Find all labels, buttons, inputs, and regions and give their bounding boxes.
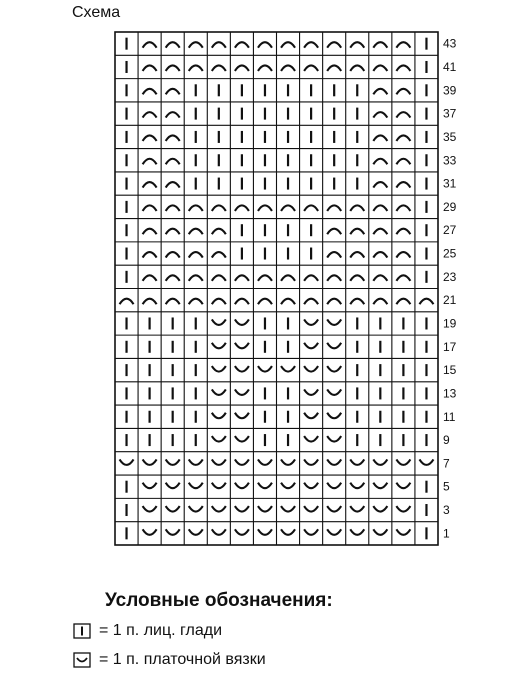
garter-stitch [212, 506, 226, 511]
purl-stitch [189, 299, 203, 305]
garter-stitch [143, 459, 157, 465]
purl-stitch [143, 299, 157, 305]
garter-stitch [396, 529, 410, 535]
purl-stitch [396, 299, 410, 305]
purl-stitch [258, 205, 272, 211]
purl-stitch [373, 275, 387, 281]
garter-stitch [189, 529, 203, 535]
row-number-label: 3 [443, 503, 450, 518]
garter-stitch [166, 529, 180, 535]
garter-stitch [373, 506, 387, 511]
row-number-label: 15 [443, 363, 457, 378]
purl-stitch [327, 275, 341, 281]
garter-stitch [235, 529, 249, 535]
chart-title: Схема [72, 4, 121, 21]
row-number-label: 27 [443, 223, 457, 238]
purl-stitch [396, 159, 410, 165]
purl-stitch [189, 229, 203, 235]
purl-stitch [373, 159, 387, 165]
garter-stitch [212, 529, 226, 535]
purl-stitch [373, 112, 387, 118]
purl-stitch [373, 299, 387, 305]
purl-stitch [166, 89, 180, 95]
row-number-label: 1 [443, 526, 450, 541]
garter-stitch [235, 413, 249, 419]
purl-stitch [373, 205, 387, 211]
row-number-label: 37 [443, 106, 457, 121]
purl-stitch [189, 275, 203, 281]
garter-stitch [258, 366, 272, 372]
garter-icon [73, 652, 91, 668]
purl-stitch [327, 205, 341, 211]
garter-stitch [396, 506, 410, 511]
garter-stitch [235, 389, 249, 395]
purl-stitch [373, 182, 387, 188]
garter-stitch [373, 459, 387, 465]
garter-stitch [143, 483, 157, 489]
legend-text-knit: = 1 п. лиц. глади [99, 622, 223, 639]
purl-stitch [166, 252, 180, 258]
garter-stitch [258, 529, 272, 535]
garter-stitch [304, 506, 318, 511]
purl-stitch [258, 65, 272, 71]
row-number-label: 41 [443, 59, 457, 74]
purl-stitch [189, 65, 203, 71]
purl-stitch [235, 275, 249, 281]
garter-stitch [143, 506, 157, 511]
purl-stitch [212, 299, 226, 305]
purl-stitch [419, 299, 433, 305]
garter-stitch [327, 483, 341, 489]
purl-stitch [189, 205, 203, 211]
legend-item-knit [73, 622, 222, 640]
purl-stitch [235, 42, 249, 48]
garter-stitch [304, 459, 318, 465]
purl-stitch [396, 252, 410, 258]
legend-text-garter: = 1 п. платочной вязки [99, 651, 266, 668]
row-number-label: 23 [443, 269, 457, 284]
purl-stitch [166, 159, 180, 165]
purl-stitch [396, 275, 410, 281]
garter-stitch [258, 459, 272, 465]
garter-stitch [212, 436, 226, 442]
purl-stitch [350, 229, 364, 235]
garter-stitch [166, 483, 180, 489]
purl-stitch [373, 65, 387, 71]
purl-stitch [212, 65, 226, 71]
purl-stitch [143, 112, 157, 118]
garter-stitch [212, 483, 226, 489]
purl-stitch [143, 135, 157, 141]
garter-stitch [419, 459, 433, 465]
purl-stitch [189, 42, 203, 48]
purl-stitch [396, 135, 410, 141]
purl-stitch [258, 275, 272, 281]
garter-stitch [281, 366, 295, 372]
purl-stitch [235, 299, 249, 305]
garter-stitch [327, 343, 341, 349]
garter-stitch [189, 459, 203, 465]
row-number-label: 7 [443, 456, 450, 471]
row-number-label: 33 [443, 153, 457, 168]
garter-stitch [235, 483, 249, 489]
row-number-label: 13 [443, 386, 457, 401]
purl-stitch [166, 182, 180, 188]
garter-stitch [212, 343, 226, 349]
purl-stitch [281, 65, 295, 71]
purl-stitch [373, 252, 387, 258]
garter-stitch [235, 319, 249, 325]
purl-stitch [396, 65, 410, 71]
garter-stitch [235, 459, 249, 465]
garter-stitch [350, 459, 364, 465]
garter-stitch [304, 389, 318, 395]
purl-stitch [350, 299, 364, 305]
purl-stitch [166, 135, 180, 141]
garter-stitch [166, 459, 180, 465]
purl-stitch [350, 205, 364, 211]
purl-stitch [396, 229, 410, 235]
purl-stitch [212, 252, 226, 258]
garter-stitch [235, 506, 249, 511]
purl-stitch [143, 205, 157, 211]
garter-stitch [281, 529, 295, 535]
purl-stitch [120, 299, 134, 305]
purl-stitch [350, 65, 364, 71]
purl-stitch [350, 275, 364, 281]
purl-stitch [327, 42, 341, 48]
row-number-label: 29 [443, 199, 457, 214]
garter-stitch [304, 529, 318, 535]
row-number-label: 17 [443, 339, 457, 354]
purl-stitch [235, 205, 249, 211]
purl-stitch [143, 159, 157, 165]
purl-stitch [143, 65, 157, 71]
purl-stitch [281, 275, 295, 281]
garter-stitch [281, 459, 295, 465]
purl-stitch [373, 229, 387, 235]
purl-stitch [166, 42, 180, 48]
purl-stitch [373, 135, 387, 141]
purl-stitch [396, 112, 410, 118]
purl-stitch [143, 275, 157, 281]
purl-stitch [281, 299, 295, 305]
garter-stitch [212, 459, 226, 465]
row-number-label: 11 [443, 409, 456, 424]
garter-stitch [212, 413, 226, 419]
row-number-label: 9 [443, 433, 450, 448]
garter-stitch [304, 319, 318, 325]
garter-stitch [258, 506, 272, 511]
purl-stitch [166, 205, 180, 211]
purl-stitch [166, 65, 180, 71]
purl-stitch [235, 65, 249, 71]
purl-stitch [166, 275, 180, 281]
garter-stitch [189, 483, 203, 489]
purl-stitch [327, 229, 341, 235]
garter-stitch [327, 366, 341, 372]
garter-stitch [350, 506, 364, 511]
garter-stitch [304, 483, 318, 489]
garter-stitch [327, 506, 341, 511]
purl-stitch [258, 299, 272, 305]
purl-stitch [396, 89, 410, 95]
purl-stitch [373, 42, 387, 48]
garter-stitch [212, 319, 226, 325]
row-number-label: 19 [443, 316, 457, 331]
garter-stitch [327, 529, 341, 535]
purl-stitch [212, 205, 226, 211]
garter-stitch [304, 436, 318, 442]
purl-stitch [143, 252, 157, 258]
garter-stitch [304, 413, 318, 419]
garter-stitch [143, 529, 157, 535]
row-number-label: 21 [443, 293, 457, 308]
purl-stitch [327, 299, 341, 305]
purl-stitch [212, 275, 226, 281]
row-number-label: 35 [443, 129, 457, 144]
purl-stitch [281, 205, 295, 211]
purl-stitch [166, 112, 180, 118]
garter-stitch [235, 343, 249, 349]
garter-stitch [120, 459, 134, 465]
garter-stitch [235, 366, 249, 372]
garter-stitch [304, 343, 318, 349]
garter-stitch [396, 483, 410, 489]
purl-stitch [189, 252, 203, 258]
row-number-label: 5 [443, 479, 450, 494]
garter-stitch [327, 413, 341, 419]
garter-stitch [327, 436, 341, 442]
purl-stitch [143, 229, 157, 235]
purl-stitch [350, 252, 364, 258]
garter-stitch [258, 483, 272, 489]
row-number-label: 43 [443, 36, 457, 51]
garter-stitch [327, 389, 341, 395]
garter-stitch [327, 319, 341, 325]
purl-stitch [143, 182, 157, 188]
garter-stitch [166, 506, 180, 511]
garter-stitch [281, 506, 295, 511]
purl-stitch [166, 299, 180, 305]
garter-stitch [212, 389, 226, 395]
purl-stitch [327, 65, 341, 71]
purl-stitch [396, 42, 410, 48]
purl-stitch [304, 299, 318, 305]
purl-stitch [281, 42, 295, 48]
purl-stitch [396, 205, 410, 211]
garter-stitch [235, 436, 249, 442]
garter-stitch [350, 529, 364, 535]
garter-stitch [373, 529, 387, 535]
purl-stitch [373, 89, 387, 95]
row-number-label: 25 [443, 246, 457, 261]
legend-title: Условные обозначения: [105, 590, 333, 611]
purl-stitch [212, 229, 226, 235]
garter-stitch [327, 459, 341, 465]
purl-stitch [304, 65, 318, 71]
purl-stitch [258, 42, 272, 48]
garter-stitch [304, 366, 318, 372]
purl-stitch [212, 42, 226, 48]
purl-stitch [350, 42, 364, 48]
purl-stitch [166, 229, 180, 235]
purl-stitch [304, 42, 318, 48]
knit-icon [73, 623, 91, 639]
purl-stitch [304, 275, 318, 281]
garter-stitch [373, 483, 387, 489]
garter-stitch [212, 366, 226, 372]
purl-stitch [396, 182, 410, 188]
purl-stitch [327, 252, 341, 258]
row-number-label: 39 [443, 83, 457, 98]
garter-stitch [281, 483, 295, 489]
purl-stitch [143, 89, 157, 95]
row-number-label: 31 [443, 176, 457, 191]
legend-item-garter [73, 651, 266, 669]
garter-stitch [350, 483, 364, 489]
purl-stitch [304, 205, 318, 211]
purl-stitch [143, 42, 157, 48]
garter-stitch [396, 459, 410, 465]
garter-stitch [189, 506, 203, 511]
